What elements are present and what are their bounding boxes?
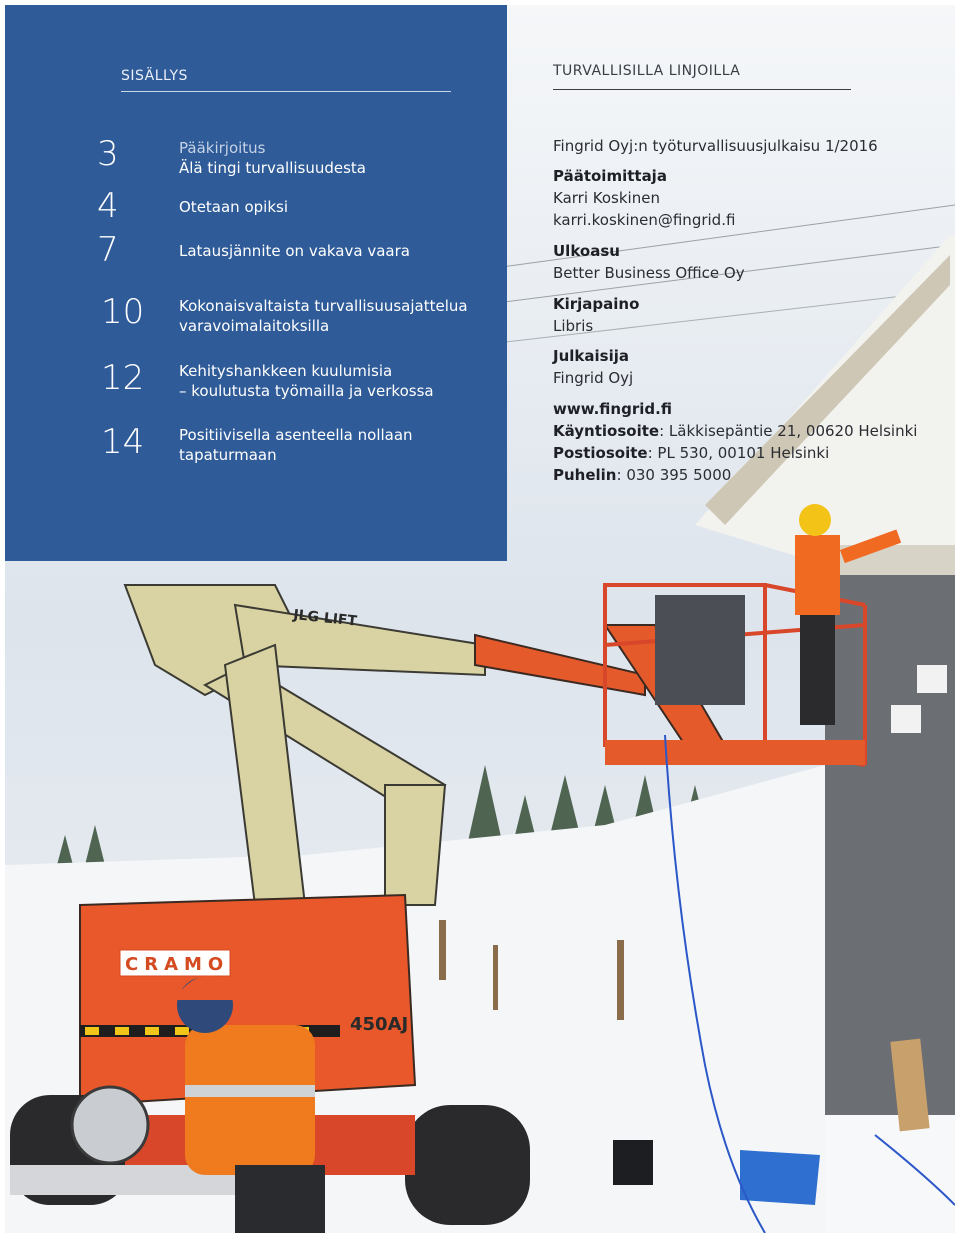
- toc-panel: [5, 5, 507, 561]
- toc-page-number: 14: [101, 422, 145, 462]
- phone-value: : 030 395 5000: [616, 466, 732, 484]
- visit-address-label: Käyntiosoite: [553, 422, 660, 440]
- toc-title-line2: varavoimalaitoksilla: [179, 317, 330, 335]
- boom-brand-label: JLG LIFT: [292, 607, 358, 630]
- publisher-label: Julkaisija: [553, 347, 629, 365]
- toc-page-number: 7: [97, 230, 119, 270]
- toc-title: Otetaan opiksi: [179, 198, 288, 216]
- layout-label: Ulkoasu: [553, 242, 620, 260]
- publisher-value: Fingrid Oyj: [553, 369, 634, 387]
- printer-value: Libris: [553, 317, 594, 335]
- editor-label: Päätoimittaja: [553, 167, 667, 185]
- editor-block: [553, 165, 735, 231]
- editor-email-link[interactable]: karri.koskinen@fingrid.fi: [553, 211, 736, 229]
- toc-entry-text: [179, 138, 366, 178]
- toc-page-number: 12: [101, 358, 145, 398]
- toc-entry-text: [179, 296, 468, 336]
- printer-label: Kirjapaino: [553, 295, 640, 313]
- toc-kicker: Pääkirjoitus: [179, 139, 266, 157]
- toc-title: Kehityshankkeen kuulumisia: [179, 362, 393, 380]
- publication-line: Fingrid Oyj:n työturvallisuusjulkaisu 1/2016: [553, 137, 878, 155]
- toc-entry-text: [179, 361, 434, 401]
- website-link[interactable]: www.fingrid.fi: [553, 400, 672, 418]
- visit-address-value: : Läkkisepäntie 21, 00620 Helsinki: [659, 422, 918, 440]
- layout-block: [553, 240, 745, 284]
- toc-heading: SISÄLLYS: [121, 68, 188, 84]
- toc-page-number: 10: [101, 292, 145, 332]
- toc-page-number: 3: [97, 134, 119, 174]
- printer-block: [553, 293, 639, 337]
- editor-name: Karri Koskinen: [553, 189, 660, 207]
- toc-title: Älä tingi turvallisuudesta: [179, 159, 366, 177]
- layout-value: Better Business Office Oy: [553, 264, 745, 282]
- contact-block: [553, 398, 917, 486]
- toc-title: Latausjännite on vakava vaara: [179, 242, 410, 260]
- toc-page-number: 4: [97, 186, 119, 226]
- phone-label: Puhelin: [553, 466, 617, 484]
- toc-title: Kokonaisvaltaista turvallisuusajattelua: [179, 297, 468, 315]
- toc-title-line2: tapaturmaan: [179, 446, 277, 464]
- machine-brand-label: CRAMO: [125, 954, 230, 975]
- publisher-block: [553, 345, 633, 389]
- machine-model-label: 450AJ: [350, 1014, 409, 1035]
- toc-entry-text: [179, 425, 413, 465]
- colophon-divider: [553, 89, 851, 90]
- postal-address-value: : PL 530, 00101 Helsinki: [647, 444, 830, 462]
- colophon-heading: TURVALLISILLA LINJOILLA: [553, 63, 741, 79]
- toc-title: Positiivisella asenteella nollaan: [179, 426, 413, 444]
- postal-address-label: Postiosoite: [553, 444, 648, 462]
- toc-divider: [121, 91, 451, 92]
- toc-title-line2: – koulutusta työmailla ja verkossa: [179, 382, 434, 400]
